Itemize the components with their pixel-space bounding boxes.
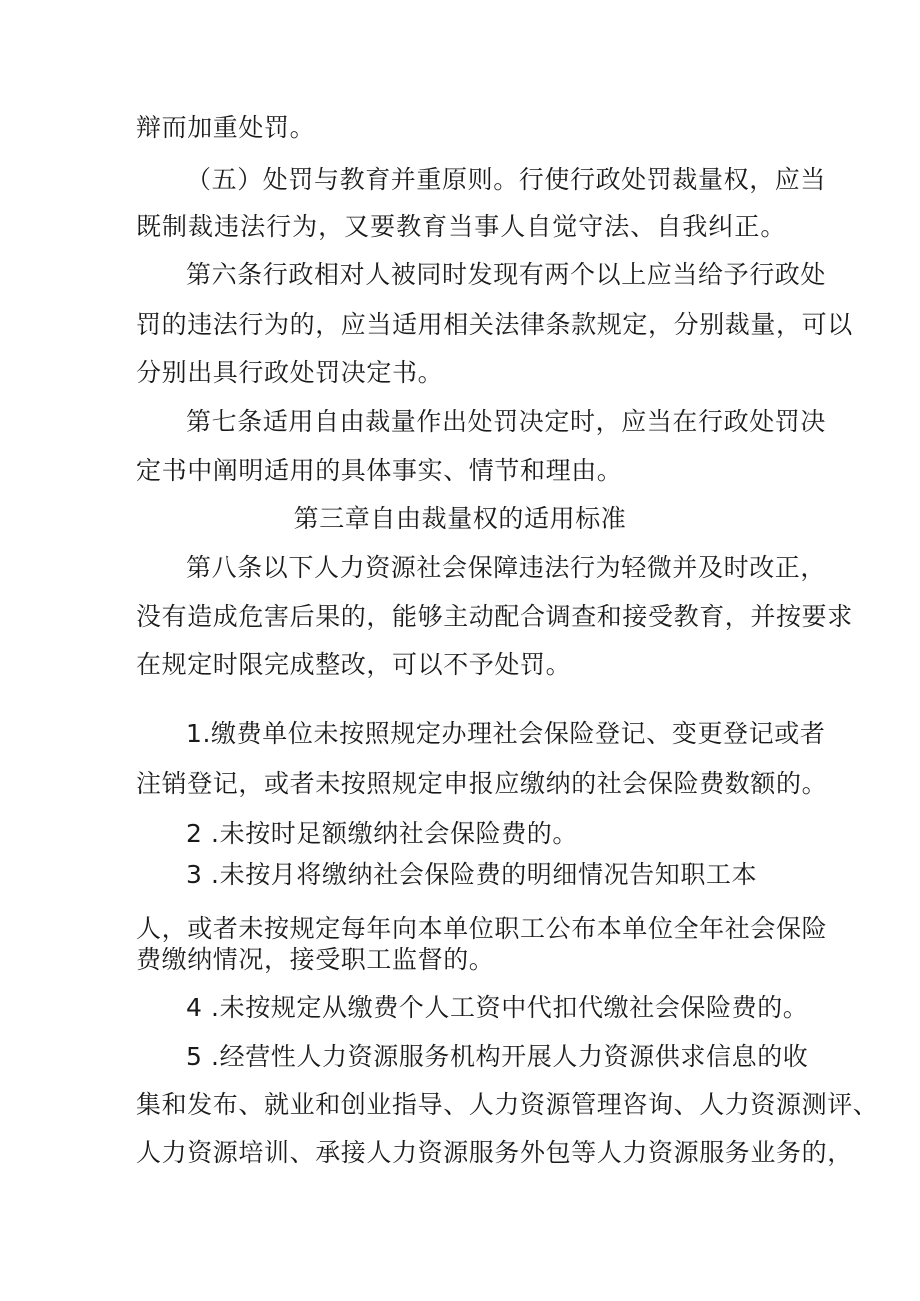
text-line: 注销登记，或者未按照规定申报应缴纳的社会保险费数额的。 [136,769,828,798]
text-line: 定书中阐明适用的具体事实、情节和理由。 [136,456,623,485]
text-line: 第七条适用自由裁量作出处罚决定时，应当在行政处罚决 [186,407,827,436]
text-line: 人，或者未按规定每年向本单位职工公布本单位全年社会保险 [136,914,828,943]
text-line: 在规定时限完成整改，可以不予处罚。 [136,650,572,679]
text-line: 4 .未按规定从缴费个人工资中代扣代缴社会保险费的。 [186,993,809,1022]
text-line: 5 .经营性人力资源服务机构开展人力资源供求信息的收 [186,1042,809,1071]
text-line: 3 .未按月将缴纳社会保险费的明细情况告知职工本 [186,860,758,889]
text-line: 第六条行政相对人被同时发现有两个以上应当给予行政处 [186,260,827,289]
text-line: 罚的违法行为的，应当适用相关法律条款规定，分别裁量，可以 [136,310,853,339]
text-line: 费缴纳情况，接受职工监督的。 [136,945,495,974]
text-line: 辩而加重处罚。 [136,113,316,142]
chapter-heading: 第三章自由裁量权的适用标准 [293,504,627,533]
text-line: 集和发布、就业和创业指导、人力资源管理咨询、人力资源测评、 [136,1090,879,1119]
text-line: （五）处罚与教育并重原则。行使行政处罚裁量权，应当 [186,165,827,194]
text-line: 分别出具行政处罚决定书。 [136,358,444,387]
text-line: 1.缴费单位未按照规定办理社会保险登记、变更登记或者 [186,719,826,748]
text-line: 2 .未按时足额缴纳社会保险费的。 [186,819,579,848]
text-line: 既制裁违法行为，又要教育当事人自觉守法、自我纠正。 [136,212,786,241]
text-line: 人力资源培训、承接人力资源服务外包等人力资源服务业务的， [136,1138,853,1167]
text-line: 第八条以下人力资源社会保障违法行为轻微并及时改正， [186,553,827,582]
text-line: 没有造成危害后果的，能够主动配合调查和接受教育，并按要求 [136,602,853,631]
